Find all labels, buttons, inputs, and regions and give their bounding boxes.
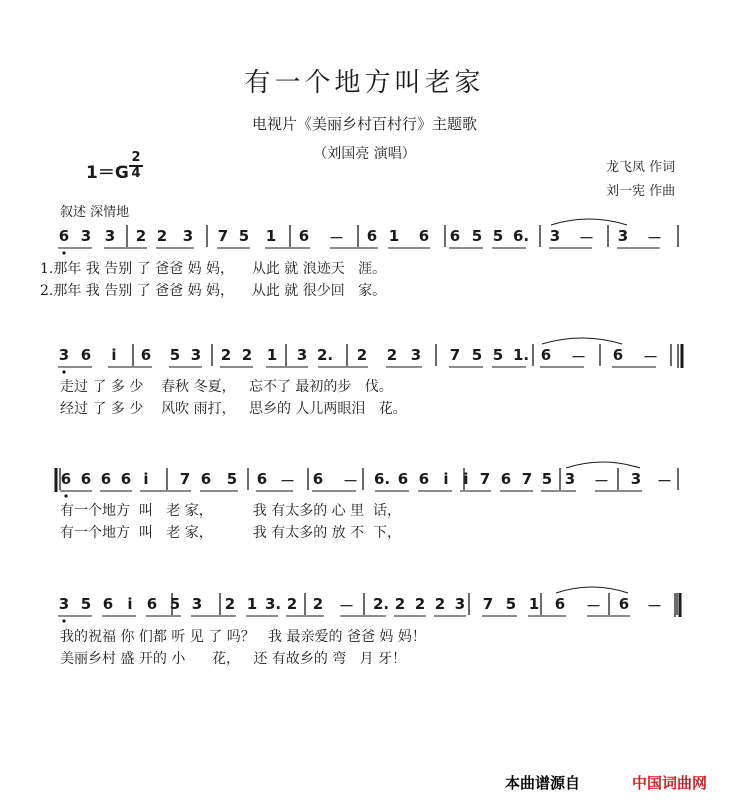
lyric-line: 有一个地方 叫 老 家， 我 有太多的 心 里 话， <box>60 503 402 519</box>
note: 3 <box>630 470 642 488</box>
note: 6 <box>146 595 158 613</box>
note: 6 <box>298 227 310 245</box>
lyric-line: 1.那年 我 告别 了 爸爸 妈 妈， 从此 就 浪迹天 涯。 <box>40 261 387 277</box>
lyric-line: 我的祝福 你 们都 听 见 了 吗？ 我 最亲爱的 爸爸 妈 妈！ <box>60 629 426 645</box>
lyric-line: 2.那年 我 告别 了 爸爸 妈 妈， 从此 就 很少回 家。 <box>40 283 387 299</box>
note: 6. <box>374 470 391 488</box>
note: 3 <box>454 595 466 613</box>
note: 2 <box>156 227 168 245</box>
note: 6 <box>418 470 430 488</box>
note: i <box>463 470 469 488</box>
singer-credit: （刘国亮 演唱） <box>313 146 416 162</box>
time-signature-top: 2 <box>131 150 141 165</box>
note: 6 <box>397 470 409 488</box>
lyricist-credit: 龙飞凤 作词 <box>606 160 676 175</box>
tie-arc <box>551 219 627 225</box>
note: i <box>143 470 149 488</box>
note: 6 <box>60 470 72 488</box>
note: － <box>586 597 602 615</box>
note: 6 <box>449 227 461 245</box>
note: 7 <box>179 470 191 488</box>
note: 5 <box>238 227 250 245</box>
note: 2 <box>386 346 398 364</box>
octave-dot <box>62 251 65 254</box>
note: 1. <box>513 346 530 364</box>
lyric-line: 经过 了 多 少 风吹 雨打， 思乡的 人儿两眼泪 花。 <box>60 401 407 417</box>
note: 3 <box>58 346 70 364</box>
note: 1 <box>388 227 400 245</box>
octave-dot <box>62 370 65 373</box>
note: 2 <box>135 227 147 245</box>
note: 2 <box>312 595 324 613</box>
lyric-line: 走过 了 多 少 春秋 冬夏， 忘不了 最初的步 伐。 <box>60 379 393 395</box>
note: 1 <box>246 595 258 613</box>
note: － <box>594 472 610 490</box>
tempo-marking: 叙述 深情地 <box>60 205 130 220</box>
note: 3 <box>549 227 561 245</box>
note: 7 <box>449 346 461 364</box>
note: 7 <box>482 595 494 613</box>
note: 5 <box>226 470 238 488</box>
note: － <box>647 229 663 247</box>
note: 2 <box>224 595 236 613</box>
note: 3 <box>58 595 70 613</box>
composer-credit: 刘一宪 作曲 <box>606 184 676 199</box>
note: 6 <box>540 346 552 364</box>
tie-arc <box>542 338 622 344</box>
note: 3 <box>564 470 576 488</box>
note: 6 <box>256 470 268 488</box>
note: 7 <box>521 470 533 488</box>
note: － <box>329 229 345 247</box>
octave-dot <box>64 494 67 497</box>
note: 5 <box>471 346 483 364</box>
note: 5 <box>492 346 504 364</box>
note: － <box>657 472 673 490</box>
note: 3 <box>617 227 629 245</box>
note: 3 <box>410 346 422 364</box>
note: 1 <box>528 595 540 613</box>
note: 6 <box>120 470 132 488</box>
note: 6 <box>100 470 112 488</box>
note: 5 <box>80 595 92 613</box>
note: 2 <box>286 595 298 613</box>
note: － <box>343 472 359 490</box>
note: 6 <box>366 227 378 245</box>
note: 6 <box>200 470 212 488</box>
note: 1 <box>265 227 277 245</box>
note: － <box>643 348 659 366</box>
note: 6. <box>513 227 530 245</box>
note: － <box>647 597 663 615</box>
note: 5 <box>471 227 483 245</box>
note: 6 <box>618 595 630 613</box>
note: 2 <box>434 595 446 613</box>
note: 3 <box>104 227 116 245</box>
song-subtitle: 电视片《美丽乡村百村行》主题歌 <box>251 115 477 133</box>
note: i <box>443 470 449 488</box>
note: 6 <box>140 346 152 364</box>
note: － <box>339 597 355 615</box>
octave-dot <box>62 619 65 622</box>
footer-source-text: 本曲谱源自 <box>505 774 581 792</box>
key-signature: 1＝G <box>86 163 129 183</box>
note: 2. <box>317 346 334 364</box>
note: 6 <box>554 595 566 613</box>
note: 6 <box>58 227 70 245</box>
note: 5 <box>505 595 517 613</box>
note: 2. <box>373 595 390 613</box>
tie-arc <box>556 587 628 593</box>
note: 6 <box>80 346 92 364</box>
note: 3 <box>190 346 202 364</box>
note: 2 <box>356 346 368 364</box>
note: － <box>280 472 296 490</box>
time-signature-bottom: 4 <box>131 166 141 181</box>
lyric-line: 有一个地方 叫 老 家， 我 有太多的 放 不 下， <box>60 525 402 541</box>
note: 2 <box>394 595 406 613</box>
note: 6 <box>80 470 92 488</box>
note: 5 <box>169 346 181 364</box>
note: 1 <box>266 346 278 364</box>
note: 3 <box>80 227 92 245</box>
note: 7 <box>479 470 491 488</box>
note: 3. <box>265 595 282 613</box>
note: 6 <box>612 346 624 364</box>
lyric-line: 美丽乡村 盛 开的 小 花， 还 有故乡的 弯 月 牙！ <box>60 651 407 667</box>
note: 6 <box>312 470 324 488</box>
note: 5 <box>541 470 553 488</box>
note: 6 <box>500 470 512 488</box>
tie-arc <box>566 462 640 468</box>
note: 6 <box>102 595 114 613</box>
note: 5 <box>492 227 504 245</box>
note: － <box>571 348 587 366</box>
note: 2 <box>414 595 426 613</box>
note: － <box>579 229 595 247</box>
note: 5 <box>169 595 181 613</box>
note: 7 <box>217 227 229 245</box>
note: i <box>127 595 133 613</box>
note: 2 <box>241 346 253 364</box>
note: 6 <box>418 227 430 245</box>
note: 2 <box>220 346 232 364</box>
note: 3 <box>191 595 203 613</box>
note: i <box>111 346 117 364</box>
note: 3 <box>296 346 308 364</box>
footer-site-link[interactable]: 中国词曲网 <box>632 774 708 792</box>
song-title: 有一个地方叫老家 <box>244 68 485 98</box>
note: 3 <box>182 227 194 245</box>
